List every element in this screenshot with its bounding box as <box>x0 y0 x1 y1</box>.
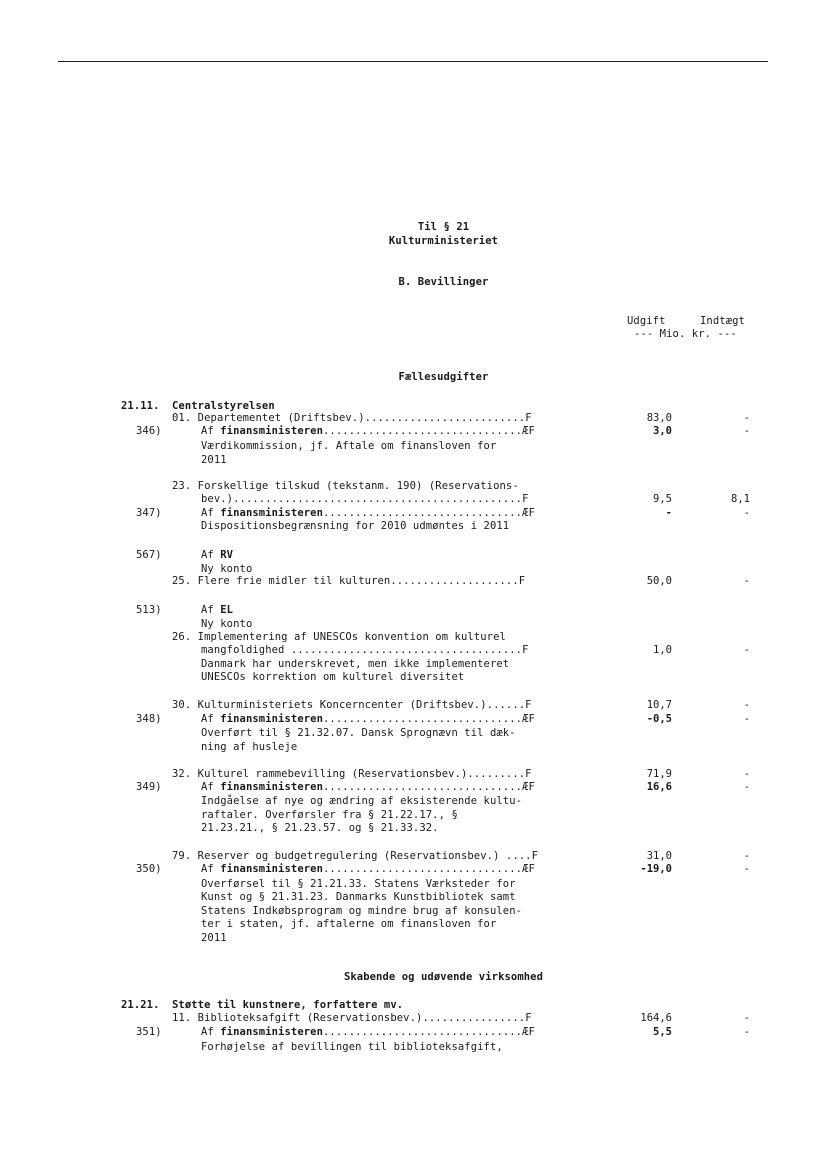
income-value: - <box>743 425 750 437</box>
note-text: Danmark har underskrevet, men ikke implementeret <box>201 658 510 670</box>
income-value: - <box>743 575 750 587</box>
income-value: - <box>743 1026 750 1038</box>
note-text: Ny konto <box>201 563 253 575</box>
expense-value: 5,5 <box>653 1026 672 1038</box>
income-value: - <box>743 1012 750 1024</box>
item-label: 32. Kulturel rammebevilling (Reservationsbev.).........F <box>172 768 532 780</box>
ministry-heading: Kulturministeriet <box>388 235 499 247</box>
income-value: - <box>743 644 750 656</box>
note-number: 350) <box>136 863 162 875</box>
note-line: Af RV <box>201 549 234 561</box>
note-line: Af finansministeren...............................ÆF <box>201 781 535 793</box>
note-text: UNESCOs korrektion om kulturel diversitet <box>201 671 465 683</box>
expense-value: 16,6 <box>646 781 672 793</box>
income-value: - <box>743 863 750 875</box>
note-line: Af EL <box>201 604 234 616</box>
section-heading: Til § 21 <box>417 221 470 233</box>
item-label: 25. Flere frie midler til kulturen....................F <box>172 575 526 587</box>
income-value: - <box>743 713 750 725</box>
expense-value: 164,6 <box>640 1012 672 1024</box>
income-value: - <box>743 768 750 780</box>
note-text: Ny konto <box>201 618 253 630</box>
note-number: 346) <box>136 425 162 437</box>
part-heading: B. Bevillinger <box>398 276 489 288</box>
note-text: 21.23.21., § 21.23.57. og § 21.33.32. <box>201 822 439 834</box>
note-number: 513) <box>136 604 162 616</box>
group-heading-faellesudgifter: Fællesudgifter <box>398 371 489 383</box>
note-line: Af finansministeren...............................ÆF <box>201 1026 535 1038</box>
note-text: Dispositionsbegrænsning for 2010 udmøntes i 2011 <box>201 520 510 532</box>
expense-value: 10,7 <box>646 699 672 711</box>
item-label: 79. Reserver og budgetregulering (Reservationsbev.) ....F <box>172 850 539 862</box>
note-line: Af finansministeren...............................ÆF <box>201 713 535 725</box>
income-value: - <box>743 781 750 793</box>
expense-value: -0,5 <box>646 713 672 725</box>
top-rule <box>58 61 768 62</box>
income-value: - <box>743 507 750 519</box>
note-text: Forhøjelse af bevillingen til biblioteksafgift, <box>201 1041 503 1053</box>
expense-value: 3,0 <box>653 425 672 437</box>
note-number: 567) <box>136 549 162 561</box>
note-text: Overførsel til § 21.21.33. Statens Værksteder for <box>201 878 516 890</box>
expense-value: 9,5 <box>653 493 672 505</box>
note-text: 2011 <box>201 932 227 944</box>
section-code: 21.11. <box>121 400 160 412</box>
expense-value: 83,0 <box>646 412 672 424</box>
note-text: ter i staten, jf. aftalerne om finansloven for <box>201 918 497 930</box>
note-number: 349) <box>136 781 162 793</box>
expense-value: 71,9 <box>646 768 672 780</box>
item-label-cont: bev.).............................................F <box>201 493 529 505</box>
expense-value: 1,0 <box>653 644 672 656</box>
note-line: Af finansministeren...............................ÆF <box>201 425 535 437</box>
note-text: Kunst og § 21.31.23. Danmarks Kunstbibliotek samt <box>201 891 516 903</box>
expense-value: -19,0 <box>640 863 672 875</box>
item-label: 11. Biblioteksafgift (Reservationsbev.)................F <box>172 1012 532 1024</box>
item-label: 26. Implementering af UNESCOs konvention om kulturel <box>172 631 506 643</box>
income-value: 8,1 <box>731 493 750 505</box>
section-title: Centralstyrelsen <box>172 400 275 412</box>
group-heading-skabende: Skabende og udøvende virksomhed <box>343 971 544 983</box>
col-income-header: Indtægt <box>700 315 745 327</box>
note-number: 351) <box>136 1026 162 1038</box>
note-number: 347) <box>136 507 162 519</box>
income-value: - <box>743 850 750 862</box>
note-number: 348) <box>136 713 162 725</box>
section-title: Støtte til kunstnere, forfattere mv. <box>172 999 404 1011</box>
income-value: - <box>743 412 750 424</box>
col-expense-header: Udgift <box>627 315 666 327</box>
note-line: Af finansministeren...............................ÆF <box>201 507 535 519</box>
note-text: ning af husleje <box>201 741 298 753</box>
col-unit-header: --- Mio. kr. --- <box>634 328 737 340</box>
note-text: Statens Indkøbsprogram og mindre brug af konsulen- <box>201 905 523 917</box>
note-text: Overført til § 21.32.07. Dansk Sprognævn til dæk- <box>201 727 516 739</box>
note-line: Af finansministeren...............................ÆF <box>201 863 535 875</box>
expense-value: 50,0 <box>646 575 672 587</box>
item-label: 23. Forskellige tilskud (tekstanm. 190) (Reservations- <box>172 480 519 492</box>
note-text: 2011 <box>201 454 227 466</box>
expense-value: 31,0 <box>646 850 672 862</box>
item-label: 30. Kulturministeriets Koncerncenter (Driftsbev.)......F <box>172 699 532 711</box>
item-label-cont: mangfoldighed ....................................F <box>201 644 529 656</box>
expense-value: - <box>665 507 672 519</box>
note-text: raftaler. Overførsler fra § 21.22.17., § <box>201 809 458 821</box>
item-label: 01. Departementet (Driftsbev.).........................F <box>172 412 532 424</box>
note-text: Indgåelse af nye og ændring af eksisterende kultu- <box>201 795 523 807</box>
section-code: 21.21. <box>121 999 160 1011</box>
income-value: - <box>743 699 750 711</box>
note-text: Værdikommission, jf. Aftale om finansloven for <box>201 440 497 452</box>
